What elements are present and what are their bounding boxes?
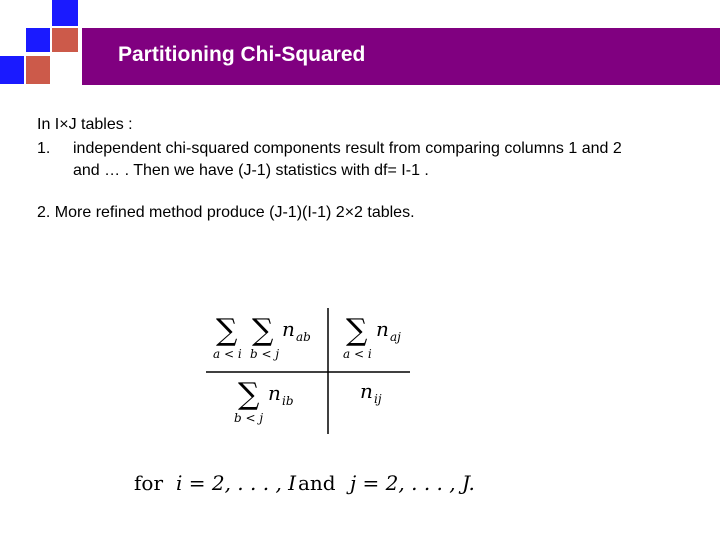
term-subscript: ij	[374, 392, 382, 406]
slide-title: Partitioning Chi-Squared	[118, 43, 366, 66]
deco-square-red	[52, 28, 78, 52]
term-subscript: ib	[282, 394, 294, 408]
sum-symbol: ∑	[346, 313, 368, 348]
item1-text	[73, 138, 713, 182]
range-for-word: for	[134, 471, 164, 495]
sum-subscript: a < i	[343, 347, 372, 361]
deco-square-blue	[26, 28, 50, 52]
item1-number: 1.	[37, 140, 51, 157]
item1-line2: and … . Then we have (J-1) statistics with df= I-1 .	[73, 162, 429, 179]
sum-subscript: b < j	[250, 347, 280, 361]
sum-subscript: a < i	[213, 347, 242, 361]
term-n: n	[282, 317, 295, 341]
cell-top-left	[213, 313, 311, 361]
term-subscript: aj	[390, 330, 401, 344]
sum-symbol: ∑	[238, 377, 260, 412]
sum-symbol: ∑	[252, 313, 274, 348]
cell-top-right	[343, 313, 401, 361]
term-n: n	[376, 317, 389, 341]
sum-symbol: ∑	[216, 313, 238, 348]
term-subscript: ab	[296, 330, 311, 344]
sum-subscript: b < j	[234, 411, 264, 425]
range-j-expression: j = 2, . . . , J.	[350, 471, 475, 495]
range-and-word: and	[298, 471, 336, 495]
deco-square-blue	[52, 0, 78, 26]
item1-line1: independent chi-squared components result from comparing columns 1 and 2	[73, 140, 622, 157]
intro-text: In I×J tables :	[37, 116, 133, 133]
range-line	[134, 471, 475, 495]
item2-text: 2. More refined method produce (J-1)(I-1) 2×2 tables.	[37, 204, 415, 221]
term-n: n	[268, 381, 281, 405]
range-i-expression: i = 2, . . . , I	[176, 471, 297, 495]
term-n: n	[360, 379, 373, 403]
cell-bottom-left	[234, 377, 294, 425]
deco-square-red	[26, 56, 50, 84]
cell-bottom-right	[360, 379, 382, 406]
deco-square-blue	[0, 56, 24, 84]
